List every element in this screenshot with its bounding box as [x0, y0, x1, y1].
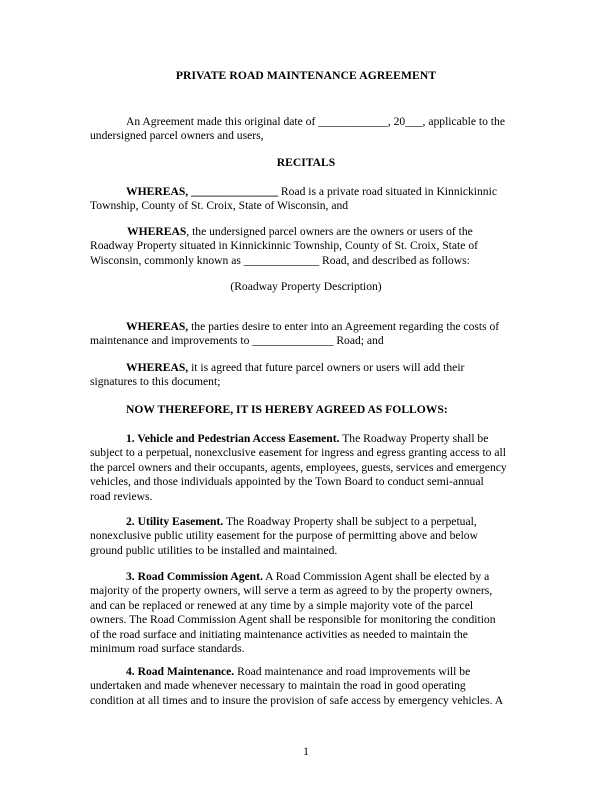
whereas-lead: WHEREAS,	[126, 320, 189, 333]
section-text: The Roadway Property shall be subject to a perpetual,	[223, 515, 477, 528]
whereas-text: signatures to this document;	[90, 375, 221, 389]
whereas-paragraph-3	[90, 320, 522, 349]
document-title: PRIVATE ROAD MAINTENANCE AGREEMENT	[175, 69, 437, 82]
whereas-text: maintenance and improvements to ______________ Road; and	[90, 334, 384, 348]
section-text: majority of the property owners, will serve a term as agreed to by the property owners,	[90, 584, 493, 598]
section-3-road-commission-agent	[90, 570, 522, 656]
section-text: minimum road surface standards.	[90, 642, 245, 656]
section-text: A Road Commission Agent shall be elected by a	[262, 570, 490, 583]
section-heading: 1. Vehicle and Pedestrian Access Easement.	[126, 432, 340, 445]
section-heading: 4. Road Maintenance.	[126, 665, 235, 678]
whereas-text: Wisconsin, commonly known as _____________ Road, and described as follows:	[90, 253, 470, 267]
section-text: undertaken and made whenever necessary to maintain the road in good operating	[90, 679, 466, 693]
section-text: ground public utilities to be installed and maintained.	[90, 543, 338, 557]
intro-paragraph	[90, 115, 522, 144]
section-text: subject to a perpetual, nonexclusive easement for ingress and egress granting access to all	[90, 446, 506, 460]
whereas-paragraph-2	[90, 225, 522, 268]
whereas-text: Road is a private road situated in Kinnickinnic	[278, 185, 497, 198]
section-2-utility-easement	[90, 515, 522, 558]
section-text: condition at all times and to insure the provision of safe access by emergency vehicles. A	[90, 693, 504, 707]
recitals-heading: RECITALS	[276, 156, 336, 169]
section-text: of the road surface and initiating maintenance activities as needed to maintain the	[90, 627, 468, 641]
intro-line: An Agreement made this original date of ____________, 20___, applicable to the	[126, 115, 505, 128]
section-text: The Roadway Property shall be	[339, 432, 489, 445]
whereas-text: Roadway Property situated in Kinnickinnic Township, County of St. Croix, State of	[90, 239, 478, 253]
section-text: owners. The Road Commission Agent shall be responsible for monitoring the condition	[90, 613, 496, 627]
section-text: nonexclusive public utility easement for the purpose of permitting above and below	[90, 529, 478, 543]
section-heading: 2. Utility Easement.	[126, 515, 224, 528]
roadway-property-description: (Roadway Property Description)	[230, 280, 382, 293]
section-text: the parcel owners and their occupants, agents, employees, guests, services and emergency	[90, 460, 507, 474]
section-text: Road maintenance and road improvements will be	[234, 665, 471, 678]
whereas-text: it is agreed that future parcel owners or users will add their	[188, 361, 465, 374]
now-therefore-heading: NOW THEREFORE, IT IS HEREBY AGREED AS FOLLOWS:	[126, 403, 448, 416]
section-1-access-easement	[90, 432, 522, 504]
whereas-lead: WHEREAS	[127, 225, 187, 238]
whereas-paragraph-4	[90, 361, 522, 390]
intro-line: undersigned parcel owners and users,	[90, 129, 264, 143]
whereas-lead: WHEREAS, _______________	[126, 185, 279, 198]
whereas-text: the parties desire to enter into an Agreement regarding the costs of	[188, 320, 500, 333]
section-4-road-maintenance	[90, 665, 522, 708]
whereas-paragraph-1	[90, 185, 522, 214]
section-text: and can be replaced or renewed at any time by a simple majority vote of the parcel	[90, 598, 474, 612]
whereas-text: , the undersigned parcel owners are the owners or users of the	[186, 225, 473, 238]
section-text: vehicles, and those individuals appointed by the Town Board to conduct semi-annual	[90, 475, 484, 489]
whereas-text: Township, County of St. Croix, State of Wisconsin, and	[90, 199, 349, 213]
section-text: road reviews.	[90, 489, 153, 503]
section-heading: 3. Road Commission Agent.	[126, 570, 263, 583]
page-number: 1	[303, 745, 309, 758]
whereas-lead: WHEREAS,	[126, 361, 189, 374]
